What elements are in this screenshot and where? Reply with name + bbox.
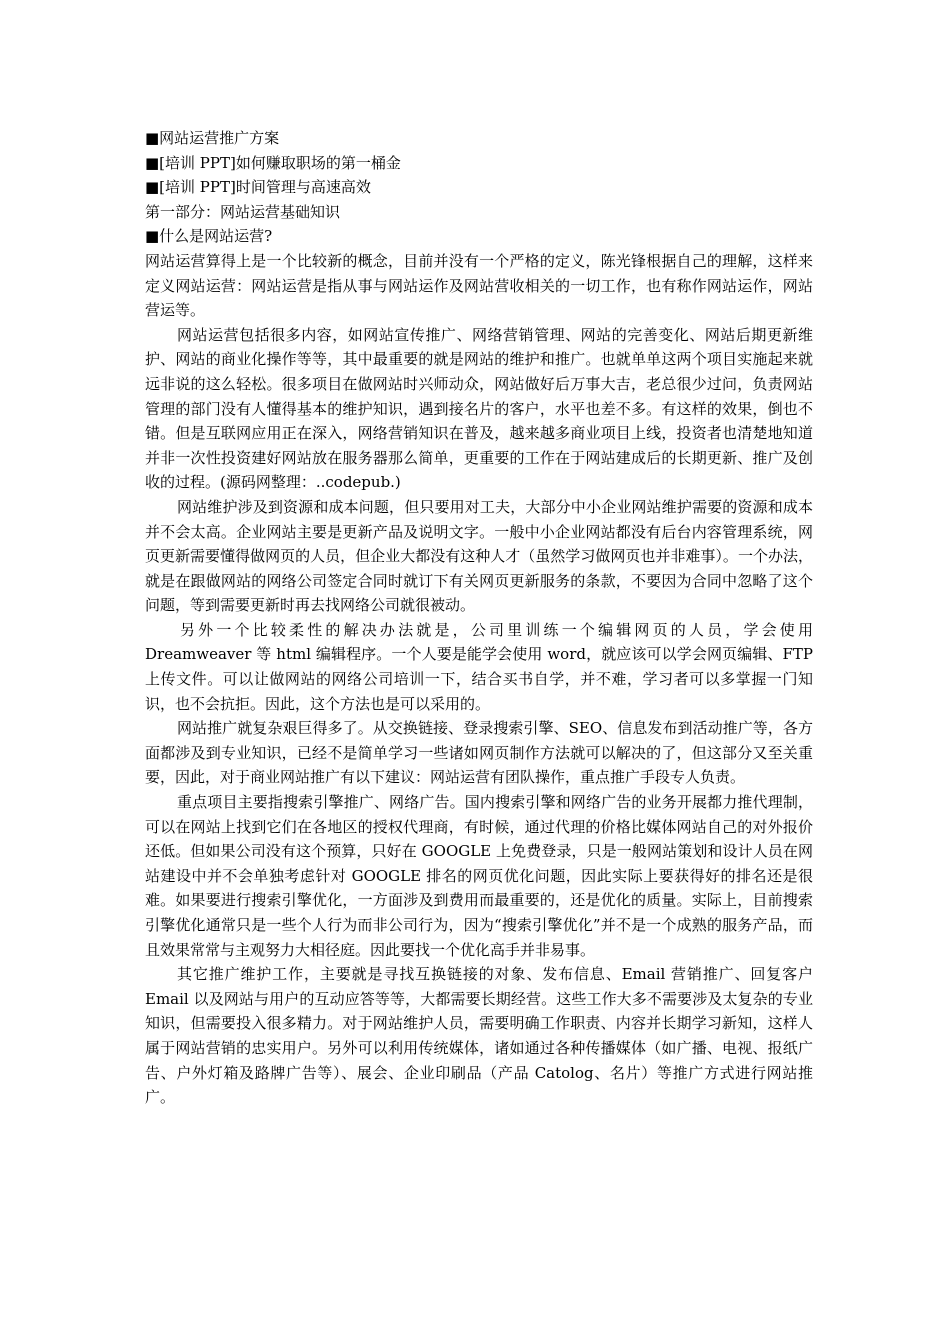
list-item: ■网站运营推广方案 [145,129,280,147]
paragraph-maintenance-cost: 网站维护涉及到资源和成本问题，但只要用对工夫，大部分中小企业网站维护需要的资源和成本并不会太高。企业网站主要是更新产品及说明文字。一般中小企业网站都没有后台内容管理系统，网页更新需要懂得做网页的人员，但企业大都没有这种人才（虽然学习做网页也并非难事）。一个办法，就是在跟做网站的网络公司签定合同时就订下有关网页更新服务的条款，不要因为合同中忽略了这个问题，等到需要更新时再去找网络公司就很被动。 [145,497,813,615]
section-heading: 第一部分：网站运营基础知识 [145,202,341,221]
paragraph-operations-scope: 网站运营包括很多内容，如网站宣传推广、网络营销管理、网站的完善变化、网站后期更新维护、网站的商业化操作等等，其中最重要的就是网站的维护和推广。也就单单这两个项目实施起来就远非说的这么轻松。很多项目在做网站时兴师动众，网站做好后万事大吉，老总很少过问，负责网站管理的部门没有人懂得基本的维护知识，遇到接名片的客户，水平也差不多。有这样的效果，倒也不错。但是互联网应用正在深入，网络营销知识在普及，越来越多商业项目上线，投资者也清楚地知道并非一次性投资建好网站放在服务器那么简单，更重要的工作在于网站建成后的长期更新、推广及创收的过程。(源码网整理：..codepub.) [145,325,813,492]
paragraph-key-projects: 重点项目主要指搜索引擎推广、网络广告。国内搜索引擎和网络广告的业务开展都力推代理制，可以在网站上找到它们在各地区的授权代理商，有时候，通过代理的价格比媒体网站自己的对外报价还低。但如果公司没有这个预算，只好在 GOOGLE 上免费登录，只是一般网站策划和设计人员在网站建设中并不会单独考虑针对 GOOGLE 排名的网页优化问题，因此实际上要获得好的排名还是很难。如果要进行搜索引擎优化，一方面涉及到费用而最重要的，还是优化的质量。实际上，目前搜索引擎优化通常只是一些个人行为而非公司行为，因为“搜索引擎优化”并不是一个成熟的服务产品，而且效果常常与主观努力大相径庭。因此要找一个优化高手并非易事。 [145,793,813,959]
paragraph-promotion: 网站推广就复杂艰巨得多了。从交换链接、登录搜索引擎、SEO、信息发布到活动推广等，各方面都涉及到专业知识，已经不是简单学习一些诸如网页制作方法就可以解决的了，但这部分又至关重要，因此，对于商业网站推广有以下建议：网站运营有团队操作，重点推广手段专人负责。 [145,719,813,787]
paragraph-definition: 网站运营算得上是一个比较新的概念，目前并没有一个严格的定义，陈光锋根据自己的理解，这样来定义网站运营：网站运营是指从事与网站运作及网站营收相关的一切工作，也有称作网站运作，网站营运等。 [145,251,813,320]
paragraph-other-promotion: 其它推广维护工作，主要就是寻找互换链接的对象、发布信息、Email 营销推广、回复客户 Email 以及网站与用户的互动应答等等，大都需要长期经营。这些工作大多不需要涉及太复杂的专业知识，但需要投入很多精力。对于网站维护人员，需要明确工作职责、内容并长期学习新知，这样人属于网站营销的忠实用户。另外可以利用传统媒体，诸如通过各种传播媒体（如广播、电视、报纸广告、户外灯箱及路牌广告等）、展会、企业印刷品（产品 Catolog、名片）等推广方式进行网站推广。 [145,965,813,1107]
list-item: ■[培训 PPT]时间管理与高速高效 [145,178,371,197]
paragraph-alternative-solution: 另外一个比较柔性的解决办法就是，公司里训练一个编辑网页的人员，学会使用 Dreamweaver 等 html 编辑程序。一个人要是能学会使用 word，就应该可以学会网页编辑、FTP 上传文件。可以让做网站的网络公司培训一下，结合买书自学，并不难，学习者可以多掌握一门知识，也不会抗拒。因此，这个方法也是可以采用的。 [145,620,813,713]
document-page [145,126,813,1110]
list-item: ■[培训 PPT]如何赚取职场的第一桶金 [145,153,401,172]
question-heading: ■什么是网站运营? [145,227,273,246]
